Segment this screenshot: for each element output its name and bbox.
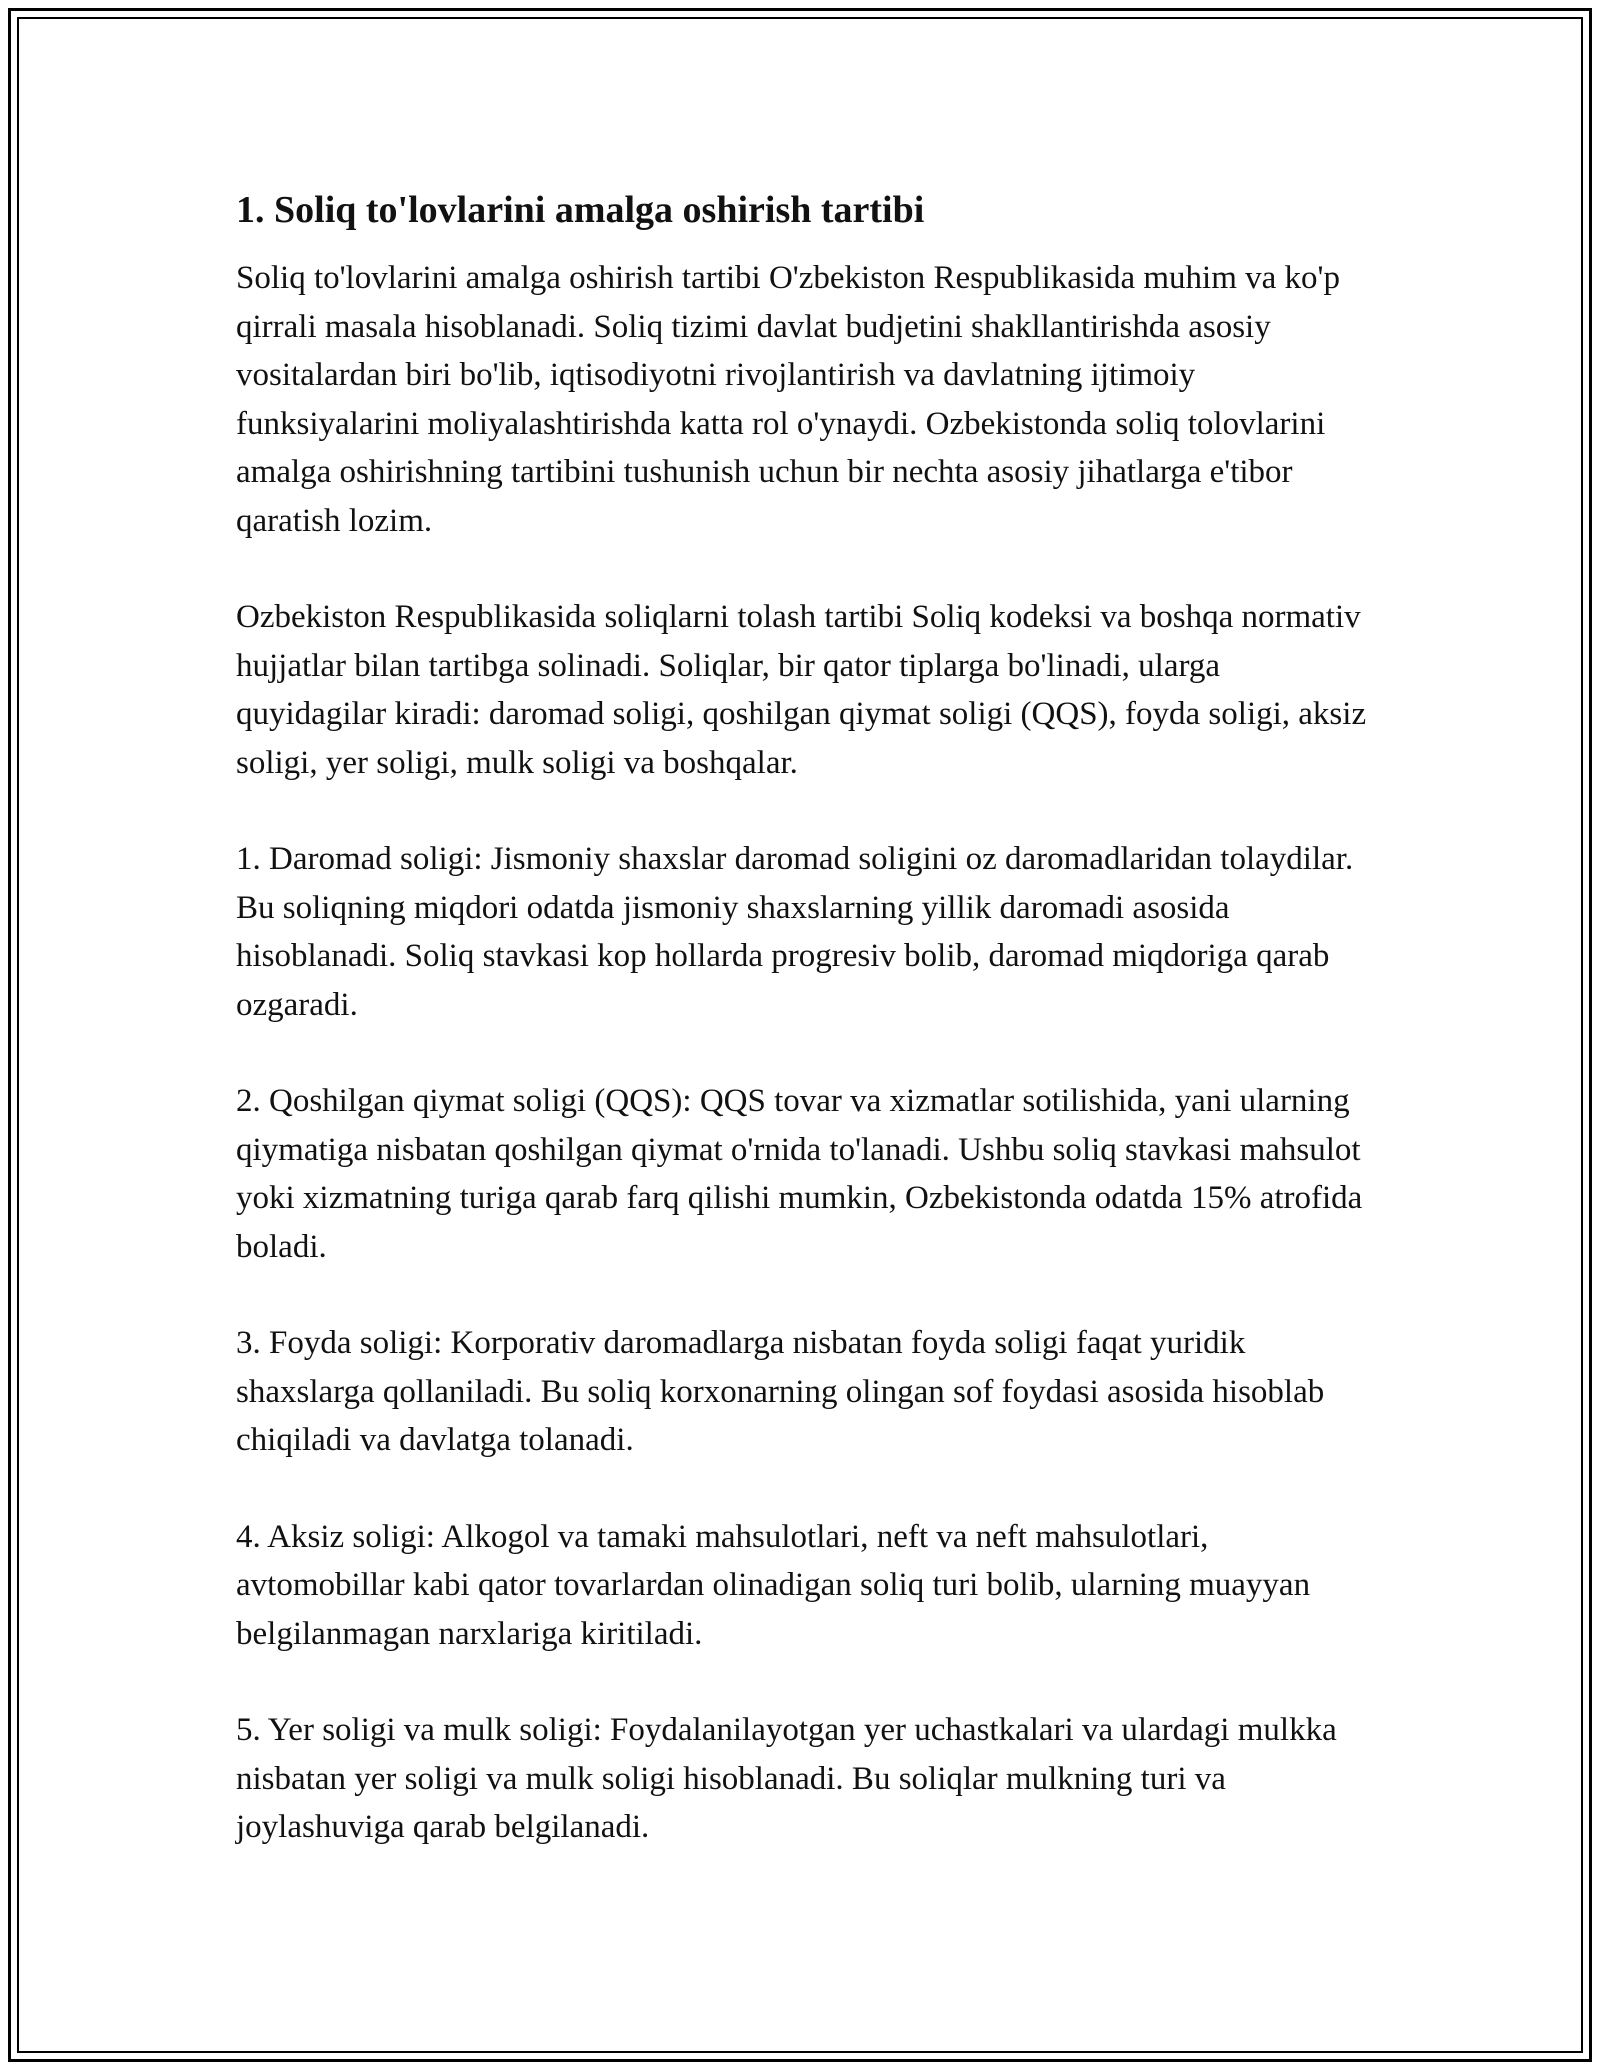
income-tax-paragraph: 1. Daromad soligi: Jismoniy shaxslar daromad soligini oz daromadlaridan tolaydilar. Bu soliqning miqdori odatda jismoniy shaxslarning yillik daromadi asosida hisoblanadi. Soliq stavkasi kop hollarda progresiv bolib, daromad miqdoriga qarab ozgaradi. xyxy=(236,841,1354,1023)
profit-tax-paragraph: 3. Foyda soligi: Korporativ daromadlarga nisbatan foyda soligi faqat yuridik shaxslarga qollaniladi. Bu soliq korxonarning olingan sof foydasi asosida hisoblab chiqiladi va davlatga tolanadi. xyxy=(236,1325,1325,1458)
document-body xyxy=(236,186,1376,1900)
intro-paragraph: Soliq to'lovlarini amalga oshirish tartibi O'zbekiston Respublikasida muhim va ko'p qirrali masala hisoblanadi. Soliq tizimi davlat budjetini shakllantirishda asosiy vositalardan biri bo'lib, iqtisodiyotni rivojlantirish va davlatning ijtimoiy funksiyalarini moliyalashtirishda katta rol o'ynaydi. Ozbekistonda soliq tolovlarini amalga oshirishning tartibini tushunish uchun bir nechta asosiy jihatlarga e'tibor qaratish lozim. xyxy=(236,260,1340,539)
tax-types-paragraph: Ozbekiston Respublikasida soliqlarni tolash tartibi Soliq kodeksi va boshqa normativ hujjatlar bilan tartibga solinadi. Soliqlar, bir qator tiplarga bo'linadi, ularga quyidagilar kiradi: daromad soligi, qoshilgan qiymat soligi (QQS), foyda soligi, aksiz soligi, yer soligi, mulk soligi va boshqalar. xyxy=(236,599,1367,781)
vat-paragraph: 2. Qoshilgan qiymat soligi (QQS): QQS tovar va xizmatlar sotilishida, yani ularning qiymatiga nisbatan qoshilgan qiymat o'rnida to'lanadi. Ushbu soliq stavkasi mahsulot yoki xizmatning turiga qarab farq qilishi mumkin, Ozbekistonda odatda 15% atrofida boladi. xyxy=(236,1083,1363,1265)
excise-tax-paragraph: 4. Aksiz soligi: Alkogol va tamaki mahsulotlari, neft va neft mahsulotlari, avtomobillar kabi qator tovarlardan olinadigan soliq turi bolib, ularning muayyan belgilanmagan narxlariga kiritiladi. xyxy=(236,1518,1311,1652)
land-property-tax-paragraph: 5. Yer soligi va mulk soligi: Foydalanilayotgan yer uchastkalari va ulardagi mulkka nisbatan yer soligi va mulk soligi hisoblanadi. Bu soliqlar mulkning turi va joylashuviga qarab belgilanadi. xyxy=(236,1712,1337,1845)
section-heading: 1. Soliq to'lovlarini amalga oshirish tartibi xyxy=(236,189,925,231)
